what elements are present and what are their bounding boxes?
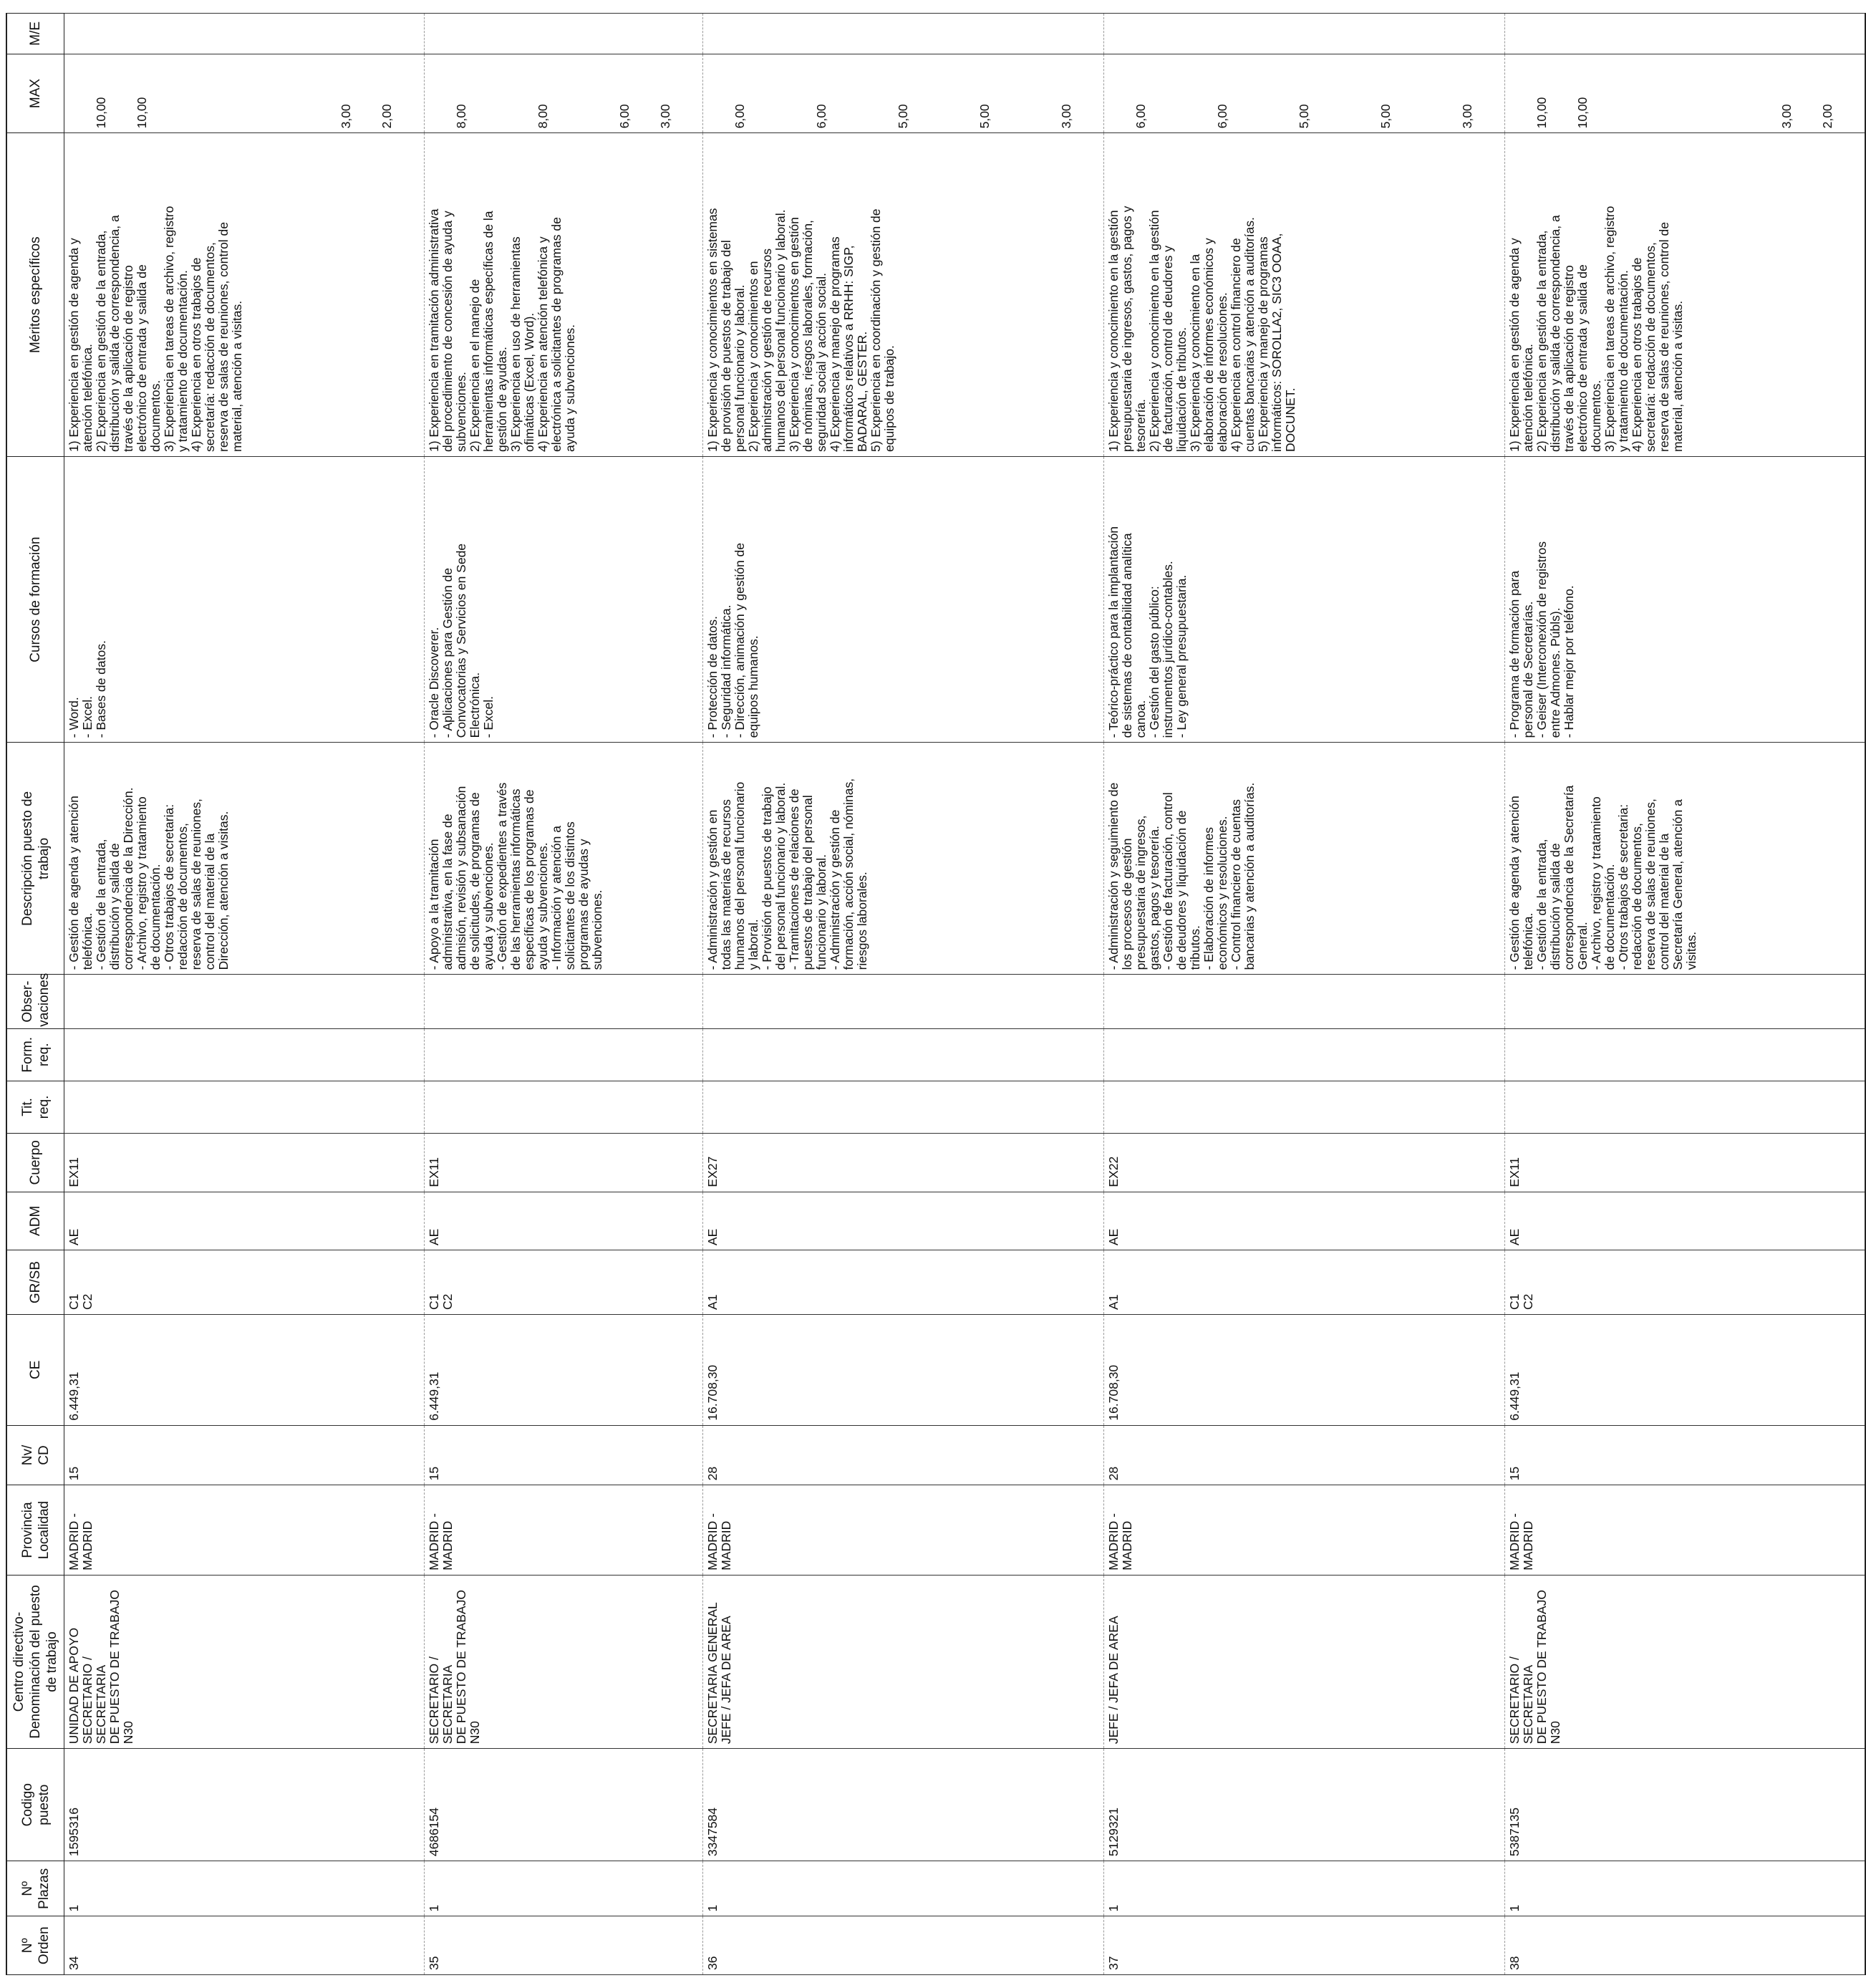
cell-cursos: - Protección de datos. - Seguridad informática. - Dirección, animación y gestión de equipos humanos. xyxy=(703,457,1104,743)
header-orden: Nº Orden xyxy=(6,1916,64,1975)
cell-obs xyxy=(1104,975,1505,1028)
cell-nv: 15 xyxy=(425,1425,703,1485)
cell-plazas: 1 xyxy=(1505,1861,1866,1916)
cell-codigo: 4686154 xyxy=(425,1749,703,1861)
cell-form xyxy=(64,1028,425,1081)
cell-desc: - Apoyo a la tramitación administrativa, en la fase de admisión, revisión y subsanación de solicitudes, de programas de ayuda y subvenciones. - Gestión de expedientes a través de las herramientas informáticas específicas de los programas de ayuda y subvenciones. - Información y atención a solicitantes de los distintos programas de ayudas y subvenciones. xyxy=(425,743,703,975)
cell-max xyxy=(425,54,703,133)
cell-nv: 28 xyxy=(1104,1425,1505,1485)
cell-ce: 6.449,31 xyxy=(425,1314,703,1425)
header-tit: Tit. req. xyxy=(6,1081,64,1133)
max-value: 6,00 xyxy=(617,104,632,129)
cell-nv: 28 xyxy=(703,1425,1104,1485)
header-cursos: Cursos de formación xyxy=(6,457,64,743)
cell-tit xyxy=(64,1081,425,1133)
cell-cuerpo: EX27 xyxy=(703,1134,1104,1192)
cell-max xyxy=(1505,54,1866,133)
cell-codigo: 5387135 xyxy=(1505,1749,1866,1861)
cell-obs xyxy=(1505,975,1866,1028)
cell-cursos: - Oracle Discoverer. - Aplicaciones para Gestión de Convocatorias y Servicios en Sede Electrónica. - Excel. xyxy=(425,457,703,743)
cell-cuerpo: EX11 xyxy=(425,1134,703,1192)
cell-adm: AE xyxy=(703,1192,1104,1250)
cell-ce: 6.449,31 xyxy=(64,1314,425,1425)
cell-grsb: C1 C2 xyxy=(425,1250,703,1315)
header-codigo: Codigo puesto xyxy=(6,1749,64,1861)
cell-grsb: C1 C2 xyxy=(1505,1250,1866,1315)
max-value: 5,00 xyxy=(896,104,910,129)
max-value xyxy=(1698,59,1712,129)
max-value: 6,00 xyxy=(733,104,747,129)
cell-me xyxy=(64,14,425,54)
table-row xyxy=(1104,14,1505,1975)
cell-tit xyxy=(1505,1081,1866,1133)
cell-cuerpo: EX22 xyxy=(1104,1134,1505,1192)
cell-obs xyxy=(703,975,1104,1028)
cell-orden: 35 xyxy=(425,1916,703,1975)
max-value: 3,00 xyxy=(1779,104,1794,129)
cell-cursos: - Programa de formación para personal de Secretarías. - Geiser (Interconexión de registros entre Admones. Públs). - Hablar mejor por teléfono. xyxy=(1505,457,1866,743)
max-value: 5,00 xyxy=(977,104,992,129)
header-plazas: Nº Plazas xyxy=(6,1861,64,1916)
header-form: Form. req. xyxy=(6,1028,64,1081)
cell-desc: - Gestión de agenda y atención telefónica. - Gestión de la entrada, distribución y salida de correspondencia de la Dirección. - Archivo, registro y tratamiento de documentación. - Otros trabajos de secretaria: redacción de documentos, reserva de salas de reuniones, control del material de la Dirección, atención a visitas. xyxy=(64,743,425,975)
cell-meritos: 1) Experiencia en tramitación administrativa del procedimiento de concesión de ayuda y subvenciones. 2) Experiencia en el manejo de herramientas informáticas específicas de la gestión de ayudas. 3) Experiencia en uso de herramientas ofimáticas (Excel, Word). 4) Experiencia en atención telefónica y electrónica a solicitantes de programas de ayuda y subvenciones. xyxy=(425,133,703,457)
max-value xyxy=(217,59,231,129)
max-value xyxy=(577,59,591,129)
header-grsb: GR/SB xyxy=(6,1250,64,1315)
cell-provincia: MADRID - MADRID xyxy=(425,1485,703,1575)
cell-provincia: MADRID - MADRID xyxy=(64,1485,425,1575)
cell-max xyxy=(64,54,425,133)
cell-tit xyxy=(425,1081,703,1133)
cell-meritos: 1) Experiencia en gestión de agenda y atención telefónica. 2) Experiencia en gestión de la entrada, distribución y salida de correspondencia, a través de la aplicación de registro electrónico de entrada y salida de documentos. 3) Experiencia en tareas de archivo, registro y tratamiento de documentación. 4) Experiencia en otros trabajos de secretaría: redacción de documentos, reserva de salas de reuniones, control de material, atención a visitas. xyxy=(64,133,425,457)
cell-desc: - Gestión de agenda y atención telefónica. - Gestión de la entrada, distribución y salida de correspondencia de la Secretaría General. - Archivo, registro y tratamiento de documentación. - Otros trabajos de secretaria: redacción de documentos, reserva de salas de reuniones, control del material de la Secretaría General, atención a visitas. xyxy=(1505,743,1866,975)
cell-cuerpo: EX11 xyxy=(1505,1134,1866,1192)
cell-centro: JEFE / JEFA DE AREA xyxy=(1104,1575,1505,1749)
max-value xyxy=(495,59,509,129)
cell-ce: 16.708,30 xyxy=(703,1314,1104,1425)
max-value xyxy=(1420,59,1434,129)
header-me: M/E xyxy=(6,14,64,54)
cell-desc: - Administración y seguimiento de los procesos de gestión presupuestaria de ingresos, gastos, pagos y tesorería. - Gestión de facturación, control de deudores y liquidación de tributos. - Elaboración de informes económicos y resoluciones. - Control financiero de cuentas bancarias y atención a auditorías. xyxy=(1104,743,1505,975)
cell-form xyxy=(425,1028,703,1081)
max-value: 10,00 xyxy=(1575,97,1590,129)
max-value: 5,00 xyxy=(1297,104,1311,129)
cell-tit xyxy=(703,1081,1104,1133)
max-value xyxy=(1658,59,1671,129)
header-obs: Obser- vaciones xyxy=(6,975,64,1028)
header-max: MAX xyxy=(6,54,64,133)
cell-plazas: 1 xyxy=(425,1861,703,1916)
cell-centro: UNIDAD DE APOYO SECRETARIO / SECRETARIA DE PUESTO DE TRABAJO N30 xyxy=(64,1575,425,1749)
max-value: 6,00 xyxy=(814,104,828,129)
header-cuerpo: Cuerpo xyxy=(6,1134,64,1192)
cell-desc: - Administración y gestión en todas las materias de recursos humanos del personal funcionario y laboral. - Provisión de puestos de trabajo del personal funcionario y laboral. - Tramitaciones de relaciones de puestos de trabajo del personal funcionario y laboral. - Administración y gestión de formación, acción social, nóminas, riesgos laborales. xyxy=(703,743,1104,975)
cell-grsb: C1 C2 xyxy=(64,1250,425,1315)
max-value: 6,00 xyxy=(1215,104,1229,129)
cell-provincia: MADRID - MADRID xyxy=(703,1485,1104,1575)
header-meritos: Méritos específicos xyxy=(6,133,64,457)
max-value: 2,00 xyxy=(380,104,394,129)
cell-provincia: MADRID - MADRID xyxy=(1505,1485,1866,1575)
cell-grsb: A1 xyxy=(703,1250,1104,1315)
cell-codigo: 5129321 xyxy=(1104,1749,1505,1861)
header-adm: ADM xyxy=(6,1192,64,1250)
cell-adm: AE xyxy=(1505,1192,1866,1250)
cell-ce: 6.449,31 xyxy=(1505,1314,1866,1425)
header-row xyxy=(6,14,64,1975)
max-value: 6,00 xyxy=(1133,104,1148,129)
cell-grsb: A1 xyxy=(1104,1250,1505,1315)
cell-form xyxy=(1505,1028,1866,1081)
header-provincia: Provincia Localidad xyxy=(6,1485,64,1575)
cell-plazas: 1 xyxy=(703,1861,1104,1916)
cell-ce: 16.708,30 xyxy=(1104,1314,1505,1425)
cell-obs xyxy=(64,975,425,1028)
max-value xyxy=(1019,59,1033,129)
max-value: 3,00 xyxy=(339,104,353,129)
max-value: 10,00 xyxy=(1534,97,1549,129)
header-centro: Centro directivo- Denominación del puesto de trabajo xyxy=(6,1575,64,1749)
cell-nv: 15 xyxy=(1505,1425,1866,1485)
max-value: 3,00 xyxy=(658,104,672,129)
cell-nv: 15 xyxy=(64,1425,425,1485)
table-row xyxy=(425,14,703,1975)
max-value: 3,00 xyxy=(1460,104,1474,129)
header-ce: CE xyxy=(6,1314,64,1425)
cell-me xyxy=(703,14,1104,54)
max-value xyxy=(856,59,869,129)
cell-orden: 37 xyxy=(1104,1916,1505,1975)
max-value xyxy=(176,59,190,129)
cell-meritos: 1) Experiencia y conocimientos en sistemas de provisión de puestos de trabajo del personal funcionario y laboral. 2) Experiencia y conocimientos en administración y gestión de recursos humanos del personal funcionario y laboral. 3) Experiencia y conocimientos en gestión de nóminas, riesgos laborales, formación, seguridad social y acción social. 4) Experiencia y manejo de programas informáticos relativos a RRHH: SIGP, BADARAL, GESTER. 5) Experiencia en coordinación y gestión de equipos de trabajo. xyxy=(703,133,1104,457)
cell-centro: SECRETARIO / SECRETARIA DE PUESTO DE TRABAJO N30 xyxy=(425,1575,703,1749)
cell-me xyxy=(425,14,703,54)
cell-provincia: MADRID - MADRID xyxy=(1104,1485,1505,1575)
max-value: 5,00 xyxy=(1378,104,1393,129)
table-row xyxy=(64,14,425,1975)
max-value: 3,00 xyxy=(1059,104,1073,129)
cell-obs xyxy=(425,975,703,1028)
cell-orden: 34 xyxy=(64,1916,425,1975)
max-value xyxy=(299,59,312,129)
max-value: 2,00 xyxy=(1820,104,1834,129)
max-value xyxy=(1338,59,1352,129)
cell-tit xyxy=(1104,1081,1505,1133)
cell-plazas: 1 xyxy=(1104,1861,1505,1916)
cell-form xyxy=(703,1028,1104,1081)
cell-cuerpo: EX11 xyxy=(64,1134,425,1192)
max-value: 10,00 xyxy=(94,97,108,129)
cell-codigo: 1595316 xyxy=(64,1749,425,1861)
cell-meritos: 1) Experiencia en gestión de agenda y atención telefónica. 2) Experiencia en gestión de la entrada, distribución y salida de correspondencia, a través de la aplicación de registro electrónico de entrada y salida de documentos. 3) Experiencia en tareas de archivo, registro y tratamiento de documentación. 4) Experiencia en otros trabajos de secretaría: redacción de documentos, reserva de salas de reuniones, control de material, atención a visitas. xyxy=(1505,133,1866,457)
max-value xyxy=(937,59,951,129)
cell-me xyxy=(1505,14,1866,54)
cell-cursos: - Teórico-práctico para la implantación de sistemas de contabilidad analítica canoa. - Gestión del gasto público: instrumentos jurídico-contables. - Ley general presupuestaria. xyxy=(1104,457,1505,743)
max-value xyxy=(1739,59,1753,129)
cell-adm: AE xyxy=(64,1192,425,1250)
cell-centro: SECRETARIA GENERAL JEFE / JEFA DE AREA xyxy=(703,1575,1104,1749)
cell-orden: 38 xyxy=(1505,1916,1866,1975)
cell-orden: 36 xyxy=(703,1916,1104,1975)
header-desc: Descripción puesto de trabajo xyxy=(6,743,64,975)
max-value xyxy=(1175,59,1189,129)
cell-max xyxy=(703,54,1104,133)
max-value xyxy=(1257,59,1270,129)
cell-adm: AE xyxy=(1104,1192,1505,1250)
cell-form xyxy=(1104,1028,1505,1081)
cell-centro: SECRETARIO / SECRETARIA DE PUESTO DE TRABAJO N30 xyxy=(1505,1575,1866,1749)
max-value xyxy=(258,59,271,129)
cell-adm: AE xyxy=(425,1192,703,1250)
max-value: 8,00 xyxy=(536,104,550,129)
cell-max xyxy=(1104,54,1505,133)
table-row xyxy=(1505,14,1866,1975)
cell-plazas: 1 xyxy=(64,1861,425,1916)
cell-meritos: 1) Experiencia y conocimiento en la gestión presupuestaria de ingresos, gastos, pagos y tesorería. 2) Experiencia y conocimiento en la gestión de facturación, control de deudores y liquidación de tributos. 3) Experiencia y conocimiento en la elaboración de informes económicos y elaboración de resoluciones. 4) Experiencia en control financiero de cuentas bancarias y atención a auditorías. 5) Experiencia y manejo de programas informáticos: SOROLLA2, SIC3 OOAA, DOCUNET. xyxy=(1104,133,1505,457)
max-value xyxy=(774,59,788,129)
puestos-table xyxy=(6,13,1866,1975)
cell-cursos: - Word. - Excel. - Bases de datos. xyxy=(64,457,425,743)
max-value xyxy=(1617,59,1630,129)
max-value: 10,00 xyxy=(135,97,149,129)
table-row xyxy=(703,14,1104,1975)
max-value: 8,00 xyxy=(454,104,468,129)
header-nv: Nv/ CD xyxy=(6,1425,64,1485)
cell-me xyxy=(1104,14,1505,54)
cell-codigo: 3347584 xyxy=(703,1749,1104,1861)
